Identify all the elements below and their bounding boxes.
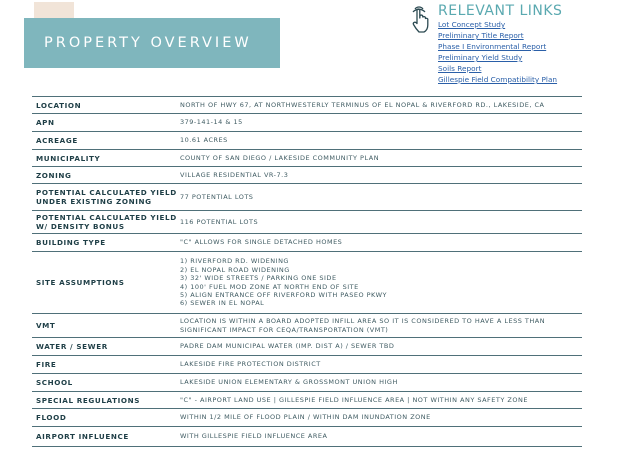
row-airport-influence xyxy=(32,427,582,447)
pointer-click-icon xyxy=(408,6,432,36)
value-line: VILLAGE RESIDENTIAL VR-7.3 xyxy=(180,170,289,179)
row-building-type xyxy=(32,234,582,252)
row-acreage xyxy=(32,132,582,150)
value-line: 2) EL NOPAL ROAD WIDENING xyxy=(180,265,290,274)
row-value xyxy=(180,171,582,179)
row-label: ZONING xyxy=(36,170,72,180)
value-line: LAKESIDE FIRE PROTECTION DISTRICT xyxy=(180,360,321,369)
row-label: MUNICIPALITY xyxy=(36,153,101,163)
value-line: 4) 100' FUEL MOD ZONE AT NORTH END OF SITE xyxy=(180,282,359,291)
link-soils-report[interactable]: Soils Report xyxy=(438,64,482,73)
property-details-table xyxy=(32,96,582,447)
row-value xyxy=(180,317,582,334)
value-line: "C" - AIRPORT LAND USE | GILLESPIE FIELD INFLUENCE AREA | NOT WITHIN ANY SAFETY ZONE xyxy=(180,395,528,404)
row-apn xyxy=(32,114,582,132)
value-line: SIGNIFICANT IMPACT FOR CEQA/TRANSPORTATION (VMT) xyxy=(180,325,389,334)
value-line: 379-141-14 & 15 xyxy=(180,118,243,127)
row-special-regulations xyxy=(32,392,582,409)
row-value xyxy=(180,154,582,162)
row-value xyxy=(180,413,582,421)
row-label: BUILDING TYPE xyxy=(36,238,106,247)
row-label: WATER / SEWER xyxy=(36,342,108,351)
value-line: WITH GILLESPIE FIELD INFLUENCE AREA xyxy=(180,432,328,441)
row-value xyxy=(180,193,582,201)
row-school xyxy=(32,374,582,392)
row-vmt xyxy=(32,314,582,338)
row-value xyxy=(180,342,582,350)
row-label: POTENTIAL CALCULATED YIELD UNDER EXISTING ZONING xyxy=(36,188,177,206)
row-value xyxy=(180,101,582,109)
row-label: POTENTIAL CALCULATED YIELD W/ DENSITY BONUS xyxy=(36,213,177,231)
row-value xyxy=(180,118,582,126)
link-gillespie-field-compatibility-plan[interactable]: Gillespie Field Compatibility Plan xyxy=(438,75,558,84)
relevant-links-heading: RELEVANT LINKS xyxy=(438,3,563,19)
row-label: APN xyxy=(36,118,55,127)
row-value xyxy=(180,432,582,440)
value-line: LAKESIDE UNION ELEMENTARY & GROSSMONT UNION HIGH xyxy=(180,378,398,387)
row-yield-existing-zoning xyxy=(32,184,582,211)
link-phase-i-environmental-report[interactable]: Phase I Environmental Report xyxy=(438,42,547,51)
row-value xyxy=(180,136,582,144)
value-line: WITHIN 1/2 MILE OF FLOOD PLAIN / WITHIN DAM INUNDATION ZONE xyxy=(180,413,431,422)
relevant-links-list xyxy=(438,19,557,85)
row-zoning xyxy=(32,167,582,184)
row-label: VMT xyxy=(36,321,56,330)
value-line: 6) SEWER IN EL NOPAL xyxy=(180,299,265,308)
row-value xyxy=(180,257,582,307)
value-line: LOCATION IS WITHIN A BOARD ADOPTED INFILL AREA SO IT IS CONSIDERED TO HAVE A LESS THAN xyxy=(180,317,546,326)
page-title-banner xyxy=(24,18,280,68)
value-line: 77 POTENTIAL LOTS xyxy=(180,192,254,201)
value-line: PADRE DAM MUNICIPAL WATER (IMP. DIST A) / SEWER TBD xyxy=(180,342,395,351)
row-yield-density-bonus xyxy=(32,211,582,234)
row-label: FIRE xyxy=(36,360,57,369)
link-preliminary-yield-study[interactable]: Preliminary Yield Study xyxy=(438,53,523,62)
value-line: 116 POTENTIAL LOTS xyxy=(180,217,259,226)
row-value xyxy=(180,378,582,386)
value-line: 3) 32' WIDE STREETS / PARKING ONE SIDE xyxy=(180,274,337,283)
row-label: ACREAGE xyxy=(36,136,78,145)
link-preliminary-title-report[interactable]: Preliminary Title Report xyxy=(438,31,524,40)
row-label: AIRPORT INFLUENCE xyxy=(36,432,129,441)
row-label: FLOOD xyxy=(36,413,67,422)
value-line: 1) RIVERFORD RD. WIDENING xyxy=(180,257,289,266)
row-municipality xyxy=(32,150,582,167)
value-line: NORTH OF HWY 67, AT NORTHWESTERLY TERMINUS OF EL NOPAL & RIVERFORD RD., LAKESIDE, CA xyxy=(180,100,545,109)
value-line: COUNTY OF SAN DIEGO / LAKESIDE COMMUNITY PLAN xyxy=(180,153,380,162)
row-fire xyxy=(32,356,582,374)
row-site-assumptions xyxy=(32,252,582,314)
value-line: "C" ALLOWS FOR SINGLE DETACHED HOMES xyxy=(180,238,343,247)
row-water-sewer xyxy=(32,338,582,356)
link-lot-concept-study[interactable]: Lot Concept Study xyxy=(438,20,506,29)
row-label: SPECIAL REGULATIONS xyxy=(36,395,140,405)
row-value xyxy=(180,238,582,246)
row-label: SITE ASSUMPTIONS xyxy=(36,278,125,287)
row-value xyxy=(180,360,582,368)
value-line: 10.61 ACRES xyxy=(180,136,228,145)
row-value xyxy=(180,218,582,226)
page-title: PROPERTY OVERVIEW xyxy=(44,35,252,51)
row-location xyxy=(32,96,582,114)
row-flood xyxy=(32,409,582,427)
row-label: SCHOOL xyxy=(36,378,73,387)
value-line: 5) ALIGN ENTRANCE OFF RIVERFORD WITH PASEO PKWY xyxy=(180,290,387,299)
row-label: LOCATION xyxy=(36,100,82,110)
row-value xyxy=(180,396,582,404)
